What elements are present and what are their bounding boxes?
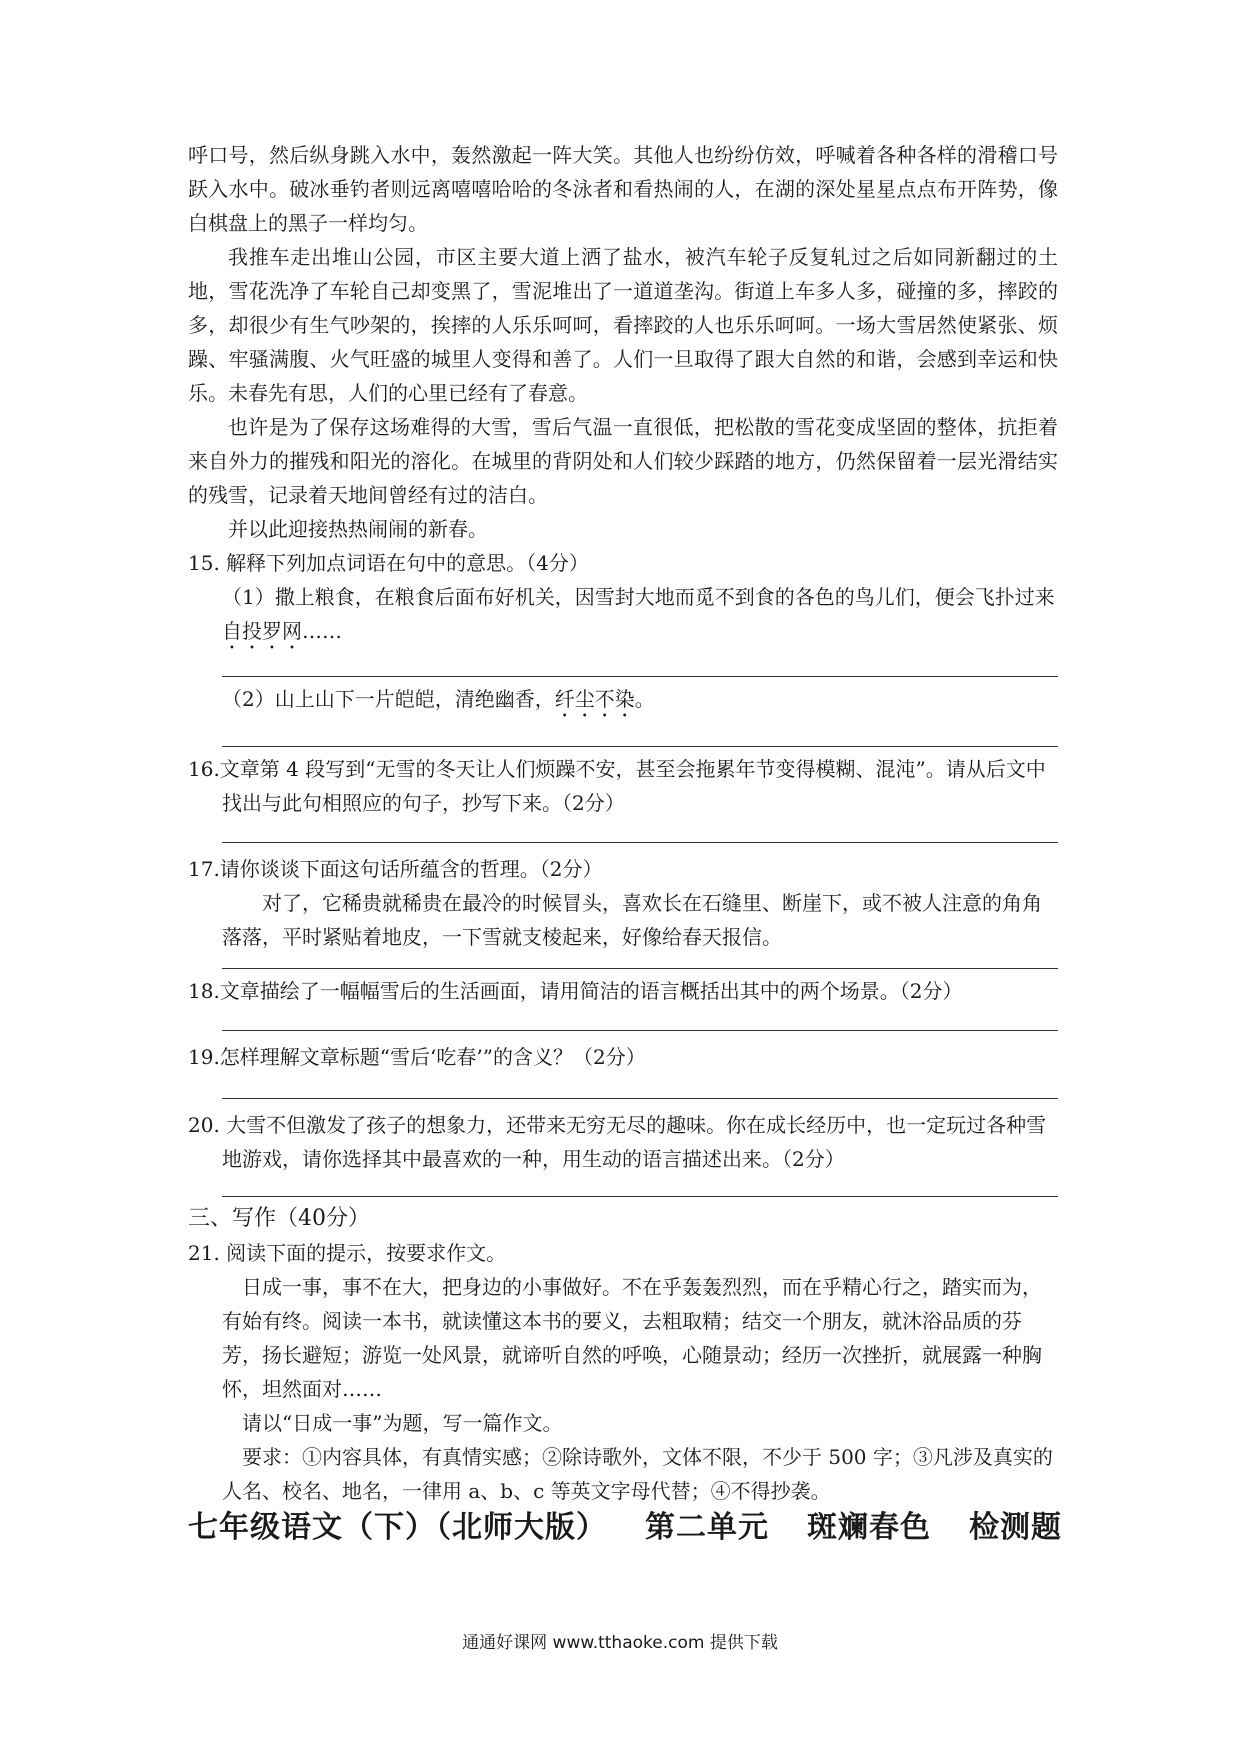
passage-paragraph-3: 也许是为了保存这场难得的大雪，雪后气温一直很低，把松散的雪花变成坚固的整体，抗拒着来自外力的摧残和阳光的溶化。在城里的背阴处和人们较少踩踏的地方，仍然保留着一层光滑结实的残雪，记录着天地间曾经有过的洁白。 <box>188 415 1058 507</box>
question-17-stem: 17.请你谈谈下面这句话所蕴含的哲理。（2分） <box>188 857 603 881</box>
question-18: 18.文章描绘了一幅幅雪后的生活画面，请用简洁的语言概括出其中的两个场景。（2分） <box>188 979 963 1003</box>
title-grade-subject: 七年级语文（下）（北师大版） <box>188 1510 607 1545</box>
page-footer: 通通好课网 www.tthaoke.com 提供下载 <box>462 1633 778 1653</box>
title-unit: 第二单元 <box>645 1510 769 1545</box>
question-19: 19.怎样理解文章标题“雪后‘吃春’”的含义？（2分） <box>188 1045 646 1069</box>
title-test: 检测题 <box>969 1510 1062 1545</box>
question-16: 16.文章第 4 段写到“无雪的冬天让人们烦躁不安，甚至会拖累年节变得模糊、混沌”。请从后文中找出与此句相照应的句子，抄写下来。（2分） <box>188 757 1046 815</box>
question-15-sentence-2 <box>222 682 1058 722</box>
q15-s2-end: 。 <box>634 687 655 711</box>
passage-paragraph-4: 并以此迎接热热闹闹的新春。 <box>228 517 488 541</box>
question-21-stem: 21. 阅读下面的提示，按要求作文。 <box>188 1241 507 1265</box>
answer-line-15-1[interactable] <box>222 676 1058 677</box>
q15-s1-dotted-word: 自投罗网 <box>222 619 302 643</box>
q15-s2-dotted-word: 纤尘不染 <box>554 687 635 711</box>
question-15-stem: 15. 解释下列加点词语在句中的意思。（4分） <box>188 551 589 575</box>
answer-line-18[interactable] <box>222 1030 1058 1031</box>
answer-line-15-2[interactable] <box>222 746 1058 747</box>
next-unit-title <box>188 1508 1100 1548</box>
question-20: 20. 大雪不但激发了孩子的想象力，还带来无穷无尽的趣味。你在成长经历中，也一定玩过各种雪地游戏，请你选择其中最喜欢的一种，用生动的语言描述出来。（2分） <box>188 1113 1047 1171</box>
question-15-sentence-1 <box>222 580 1058 654</box>
passage-paragraph-2: 我推车走出堆山公园，市区主要大道上洒了盐水，被汽车轮子反复轧过之后如同新翻过的土地，雪花洗净了车轮自己却变黑了，雪泥堆出了一道道垄沟。街道上车多人多，碰撞的多，摔跤的多，却很少有生气吵架的，挨摔的人乐乐呵呵，看摔跤的人也乐乐呵呵。一场大雪居然使紧张、烦躁、牢骚满腹、火气旺盛的城里人变得和善了。人们一旦取得了跟大自然的和谐，会感到幸运和快乐。未春先有思，人们的心里已经有了春意。 <box>188 245 1058 405</box>
q15-s2-text: （2）山上山下一片皑皑，清绝幽香， <box>222 687 555 711</box>
answer-line-17[interactable] <box>222 968 1058 969</box>
q15-s1-text: （1）撒上粮食，在粮食后面布好机关，因雪封大地而觅不到食的各色的鸟儿们，便会飞扑过来 <box>222 585 1055 609</box>
answer-line-16[interactable] <box>222 842 1058 843</box>
q15-s1-ellipsis: …… <box>302 619 342 643</box>
question-17-quote: 对了，它稀贵就稀贵在最冷的时候冒头，喜欢长在石缝里、断崖下，或不被人注意的角角落落，平时紧贴着地皮，一下雪就支棱起来，好像给春天报信。 <box>222 891 1042 949</box>
writing-requirements: 要求：①内容具体，有真情实感；②除诗歌外，文体不限，不少于 500 字；③凡涉及真实的人名、校名、地名，一律用 a、b、c 等英文字母代替；④不得抄袭。 <box>222 1445 1053 1503</box>
section-writing-heading: 三、写作（40分） <box>188 1206 370 1231</box>
title-theme: 斑斓春色 <box>807 1510 931 1545</box>
answer-line-20[interactable] <box>222 1196 1058 1197</box>
passage-paragraph-1: 呼口号，然后纵身跳入水中，轰然激起一阵大笑。其他人也纷纷仿效，呼喊着各种各样的滑稽口号跃入水中。破冰垂钓者则远离嘻嘻哈哈的冬泳者和看热闹的人，在湖的深处星星点点布开阵势，像白棋盘上的黑子一样均匀。 <box>188 143 1058 235</box>
writing-prompt: 日成一事，事不在大，把身边的小事做好。不在乎轰轰烈烈，而在乎精心行之，踏实而为，有始有终。阅读一本书，就读懂这本书的要义，去粗取精；结交一个朋友，就沐浴品质的芬芳，扬长避短；游览一处风景，就谛听自然的呼唤，心随景动；经历一次挫折，就展露一种胸怀，坦然面对…… <box>222 1275 1042 1401</box>
writing-topic: 请以“日成一事”为题，写一篇作文。 <box>242 1411 563 1435</box>
answer-line-19[interactable] <box>222 1098 1058 1099</box>
